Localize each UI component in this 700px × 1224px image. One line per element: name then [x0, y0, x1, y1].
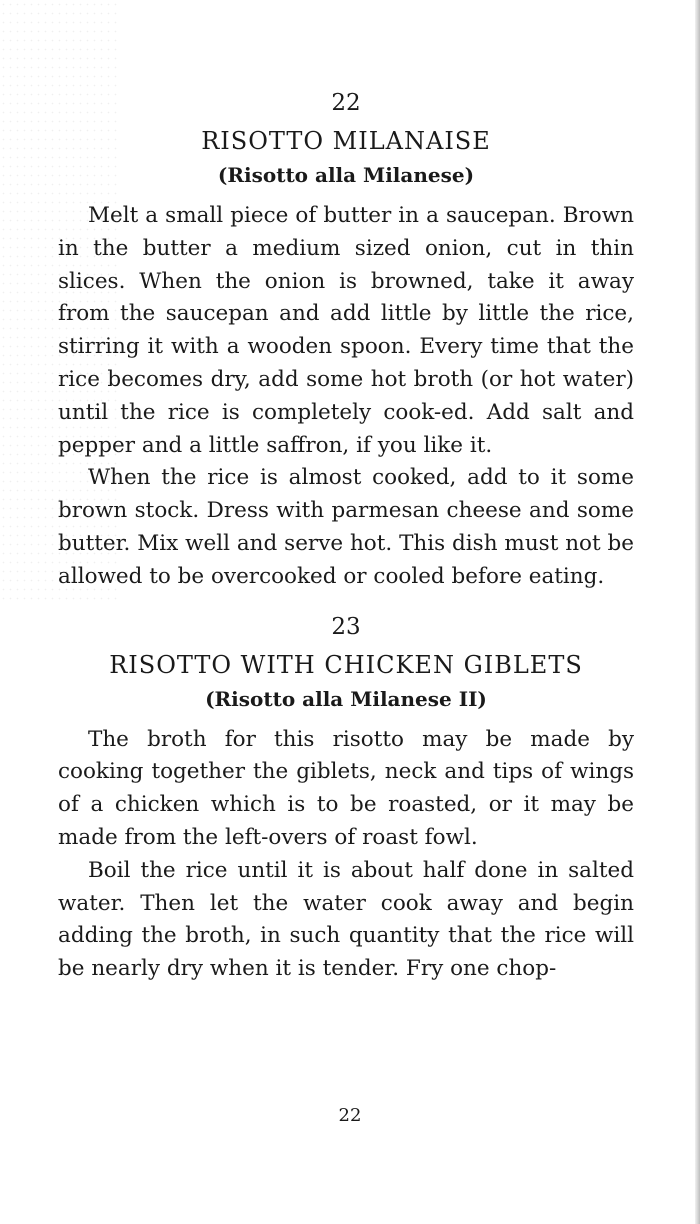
page-footer-number: 22	[338, 1105, 362, 1126]
recipe-paragraph: Melt a small piece of butter in a saucepan. Brown in the butter a medium sized onion, cut in thin slices. When the onion is browned, take it away from the saucepan and add little by little the rice, stirring it with a wooden spoon. Every time that the rice becomes dry, add some hot broth (or hot water) until the rice is completely cook-ed. Add salt and pepper and a little saffron, if you like it.	[58, 203, 634, 458]
recipe-title: RISOTTO MILANAISE	[201, 127, 491, 155]
recipe-subtitle: (Risotto alla Milanese II)	[205, 686, 487, 711]
recipe-22	[58, 88, 634, 594]
recipe-number: 22	[331, 90, 361, 116]
recipe-23	[58, 612, 634, 986]
recipe-paragraph: When the rice is almost cooked, add to it some brown stock. Dress with parmesan cheese and some butter. Mix well and serve hot. This dish must not be allowed to be overcooked or cooled before eating.	[58, 465, 634, 589]
page-edge	[695, 0, 700, 1224]
page-content	[58, 88, 634, 986]
section-spacer	[58, 594, 634, 612]
recipe-title: RISOTTO WITH CHICKEN GIBLETS	[109, 650, 583, 679]
recipe-number: 23	[331, 613, 361, 640]
recipe-paragraph: The broth for this risotto may be made by cooking together the giblets, neck and tips of wings of a chicken which is to be roasted, or it may be made from the left-overs of roast fowl.	[58, 726, 634, 850]
recipe-paragraph: Boil the rice until it is about half done in salted water. Then let the water cook away and begin adding the broth, in such quantity that the rice will be nearly dry when it is tender. Fry one chop-	[58, 857, 634, 982]
recipe-subtitle: (Risotto alla Milanese)	[217, 163, 475, 187]
